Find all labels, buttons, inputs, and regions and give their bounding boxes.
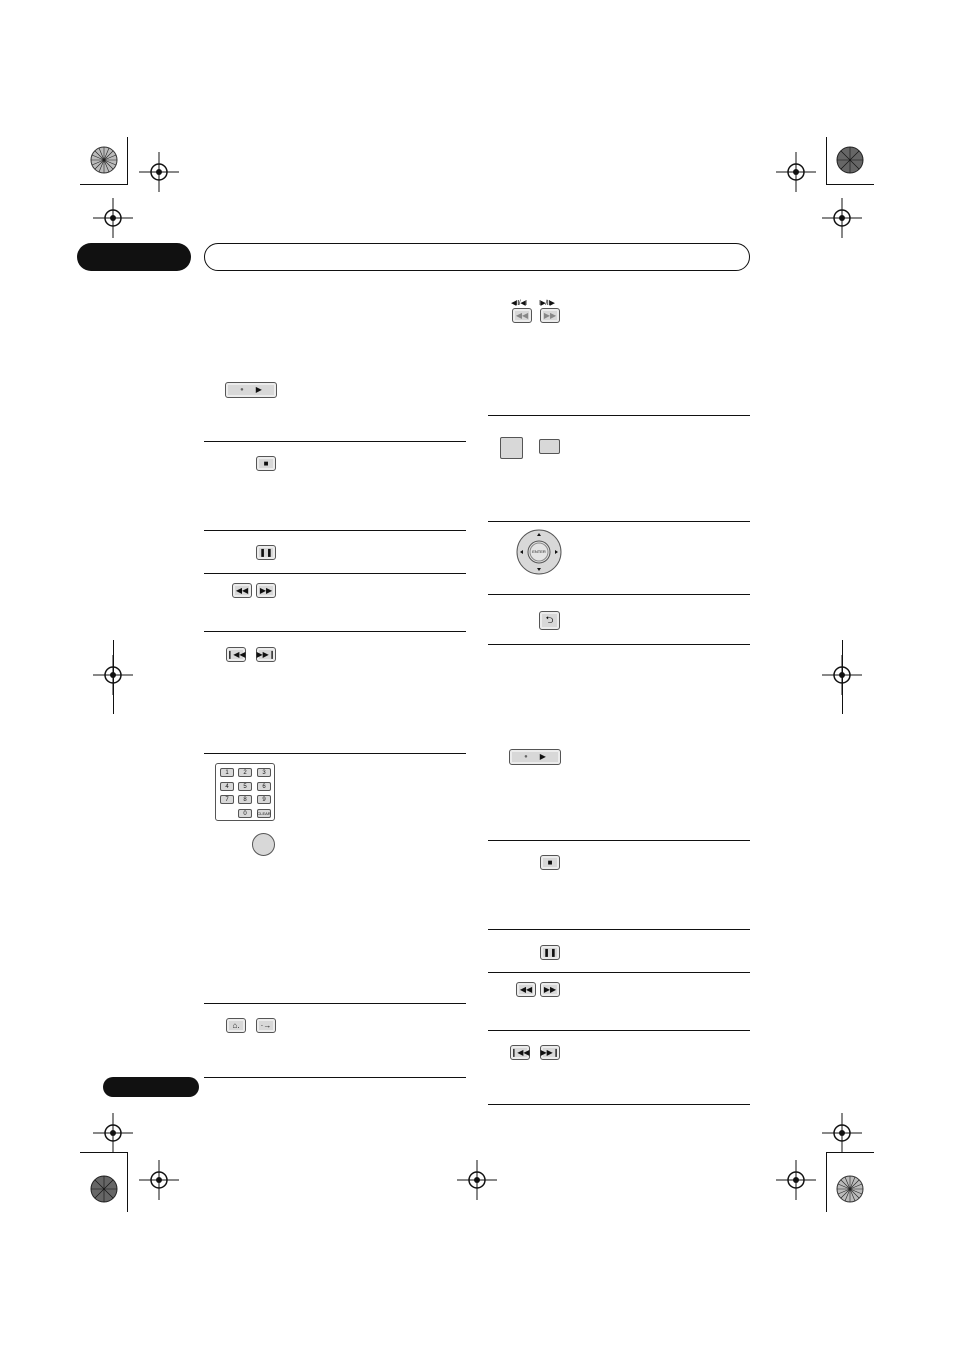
divider xyxy=(204,1003,466,1004)
header-bar xyxy=(204,243,750,271)
divider xyxy=(204,573,466,574)
next-button xyxy=(256,647,276,662)
divider xyxy=(204,631,466,632)
enter-label: ENTER xyxy=(532,549,546,554)
crop-mark xyxy=(127,137,128,184)
registration-mark-bottom-left-2 xyxy=(139,1160,179,1200)
key-6: 6 xyxy=(257,782,271,791)
registration-mark-top-right-2 xyxy=(822,198,862,238)
step-slow-label-right: I▶/II▶ xyxy=(539,300,555,307)
stop-button xyxy=(256,456,276,471)
chapter-tab xyxy=(77,243,191,271)
step-slow-forward-button xyxy=(540,308,560,323)
key-7: 7 xyxy=(220,795,234,804)
square-button-large xyxy=(500,437,523,459)
crop-mark xyxy=(80,1152,128,1153)
round-button xyxy=(252,833,275,856)
pause-button xyxy=(540,945,560,960)
previous-icon: ❙◀◀ xyxy=(510,1047,530,1057)
fast-forward-icon: ▶▶ xyxy=(543,984,557,994)
registration-mark-top-right-1 xyxy=(776,152,816,192)
crop-mark xyxy=(826,137,827,184)
registration-mark-bottom-left-1 xyxy=(93,1113,133,1153)
divider xyxy=(488,594,750,595)
stop-icon: ■ xyxy=(263,458,269,468)
key-2: 2 xyxy=(238,768,252,777)
sunburst-bottom-left xyxy=(90,1175,118,1208)
key-clear: CLEAR xyxy=(257,811,271,816)
registration-mark-bottom-right-2 xyxy=(822,1113,862,1153)
divider xyxy=(488,840,750,841)
sunburst-top-right xyxy=(836,146,864,179)
registration-mark-bottom-center xyxy=(457,1160,497,1200)
fast-forward-icon: ▶▶ xyxy=(259,585,273,595)
square-button-small xyxy=(539,439,560,454)
crop-mark xyxy=(826,1152,827,1212)
registration-mark-bottom-right-1 xyxy=(776,1160,816,1200)
registration-mark-top-left-1 xyxy=(139,152,179,192)
divider xyxy=(488,1030,750,1031)
registration-mark-top-left-2 xyxy=(93,198,133,238)
page-number-tab xyxy=(103,1077,199,1097)
play-icon: ▶ xyxy=(539,752,546,761)
pause-button xyxy=(256,545,276,560)
previous-button xyxy=(510,1045,530,1060)
divider xyxy=(204,753,466,754)
stop-icon: ■ xyxy=(547,857,553,867)
next-icon: ▶▶❙ xyxy=(256,649,276,659)
divider xyxy=(488,1104,750,1105)
crop-mark xyxy=(80,184,128,185)
divider xyxy=(488,972,750,973)
crop-mark xyxy=(842,640,843,714)
play-icon: ▶ xyxy=(255,385,262,394)
key-3: 3 xyxy=(257,768,271,777)
previous-button xyxy=(226,647,246,662)
subtitle-icon: ·→ xyxy=(260,1020,272,1030)
fast-forward-icon: ▶▶ xyxy=(543,310,557,320)
divider xyxy=(204,1077,466,1078)
key-4: 4 xyxy=(220,782,234,791)
directional-pad xyxy=(516,529,562,580)
rewind-button xyxy=(232,583,252,598)
rewind-icon: ◀◀ xyxy=(235,585,249,595)
stop-button xyxy=(540,855,560,870)
return-button xyxy=(539,611,560,630)
step-slow-reverse-button xyxy=(512,308,532,323)
sunburst-bottom-right xyxy=(836,1175,864,1208)
return-icon: ⮌ xyxy=(545,614,554,626)
crop-mark xyxy=(127,1152,128,1212)
pause-icon: ❚❚ xyxy=(543,947,557,957)
audio-icon: ⌂. xyxy=(232,1020,240,1030)
divider xyxy=(488,415,750,416)
next-icon: ▶▶❙ xyxy=(540,1047,560,1057)
sunburst-top-left xyxy=(90,146,118,179)
rewind-button xyxy=(516,982,536,997)
subtitle-button xyxy=(256,1018,276,1033)
pause-icon: ❚❚ xyxy=(259,547,273,557)
divider xyxy=(488,644,750,645)
audio-button xyxy=(226,1018,246,1033)
crop-mark xyxy=(826,184,874,185)
crop-mark xyxy=(113,640,114,714)
previous-icon: ❙◀◀ xyxy=(226,649,246,659)
fast-forward-button xyxy=(540,982,560,997)
divider xyxy=(488,521,750,522)
crop-mark xyxy=(826,1152,874,1153)
play-button xyxy=(509,749,561,765)
key-5: 5 xyxy=(238,782,252,791)
fast-forward-button xyxy=(256,583,276,598)
step-slow-label-left: ◀II/◀I xyxy=(511,300,527,307)
rewind-icon: ◀◀ xyxy=(519,984,533,994)
next-button xyxy=(540,1045,560,1060)
divider xyxy=(204,441,466,442)
key-1: 1 xyxy=(220,768,234,777)
number-keypad xyxy=(215,763,275,821)
divider xyxy=(488,929,750,930)
play-button xyxy=(225,382,277,398)
rewind-icon: ◀◀ xyxy=(515,310,529,320)
key-0: 0 xyxy=(238,809,252,818)
key-9: 9 xyxy=(257,795,271,804)
divider xyxy=(204,530,466,531)
dot-icon: ● xyxy=(524,754,528,760)
dot-icon: ● xyxy=(240,387,244,393)
key-8: 8 xyxy=(238,795,252,804)
